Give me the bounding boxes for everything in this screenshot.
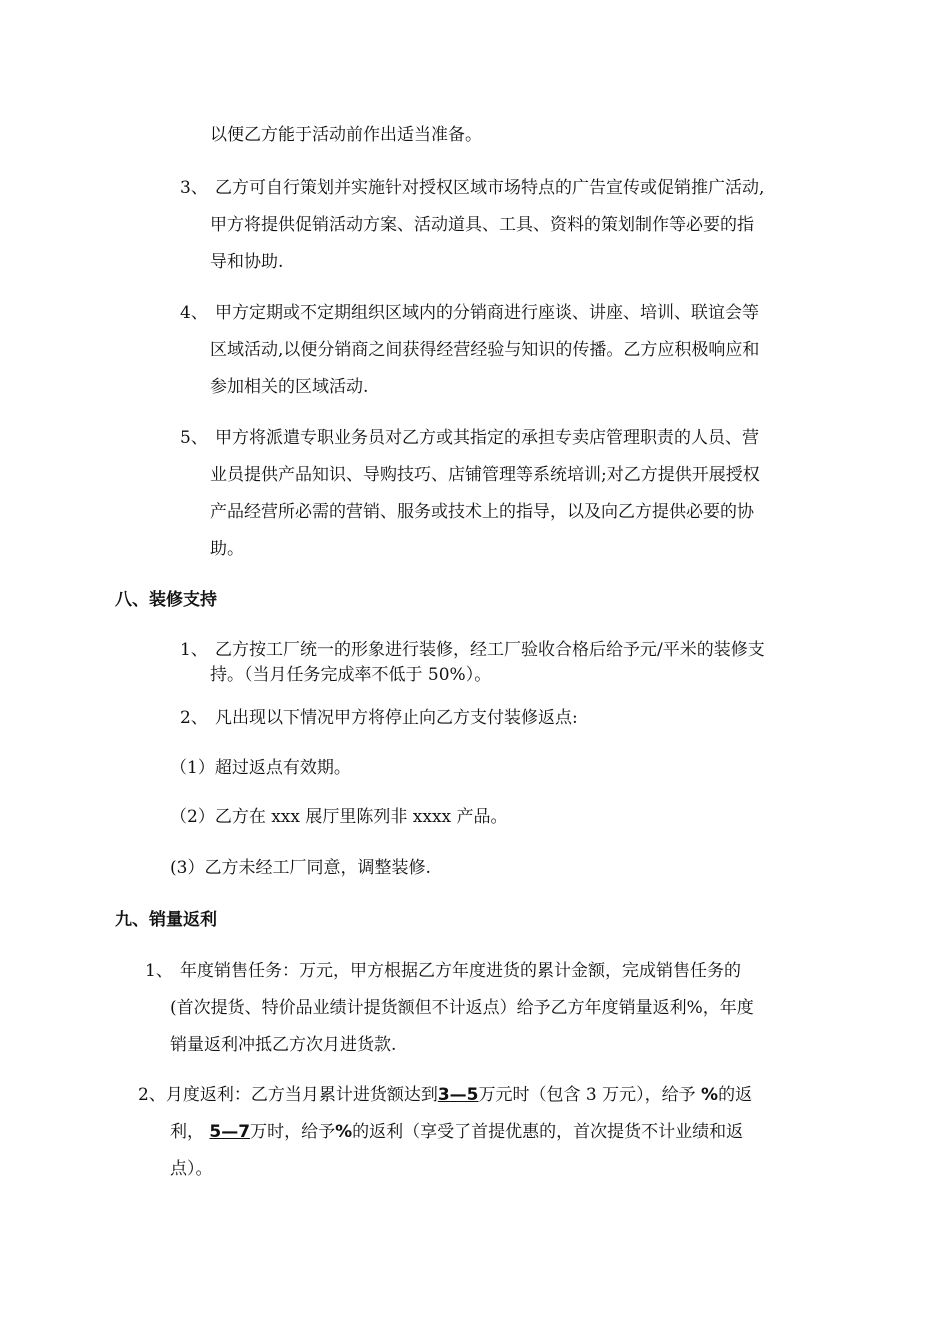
- s9-item2-range1: 3—5: [437, 1085, 479, 1105]
- s8-item1-line2: 持。（当月任务完成率不低于 50%）。: [210, 665, 492, 685]
- s9-item2-line3: 点）。: [170, 1159, 213, 1179]
- s9-item2-line2-b: 万时，给予: [250, 1122, 336, 1142]
- s9-item2-line1-a: 2、月度返利：乙方当月累计进货额达到: [138, 1085, 438, 1105]
- s8-item2-number: 2、: [180, 708, 208, 728]
- s8-item2-line: 凡出现以下情况甲方将停止向乙方支付装修返点:: [215, 708, 578, 728]
- s9-item2-line2-c: 的返利（享受了首提优惠的，首次提货不计业绩和返: [352, 1122, 744, 1142]
- s9-item2-range2: 5—7: [209, 1122, 251, 1142]
- item4-line1: 甲方定期或不定期组织区域内的分销商进行座谈、讲座、培训、联谊会等: [215, 303, 759, 323]
- item4-line3: 参加相关的区域活动.: [210, 377, 369, 397]
- item4-number: 4、: [180, 303, 208, 323]
- item2-continuation: 以便乙方能于活动前作出适当准备。: [210, 125, 482, 145]
- s8-sub1: （1）超过返点有效期。: [170, 758, 351, 778]
- s8-sub2: （2）乙方在 xxx 展厅里陈列非 xxxx 产品。: [170, 807, 508, 827]
- item3-line2: 甲方将提供促销活动方案、活动道具、工具、资料的策划制作等必要的指: [210, 215, 754, 235]
- item5-line1: 甲方将派遣专职业务员对乙方或其指定的承担专卖店管理职责的人员、营: [215, 428, 759, 448]
- item3-line1: 乙方可自行策划并实施针对授权区域市场特点的广告宣传或促销推广活动,: [215, 178, 765, 198]
- s9-item1-number: 1、: [145, 961, 173, 981]
- s8-item1-line1: 乙方按工厂统一的形象进行装修，经工厂验收合格后给予元/平米的装修支: [215, 640, 765, 660]
- section9-heading: 九、销量返利: [115, 910, 217, 930]
- section8-heading: 八、装修支持: [115, 590, 217, 610]
- s9-item2-line2: [170, 1121, 743, 1143]
- s8-item1-number: 1、: [180, 640, 208, 660]
- s9-item2-pct2: %: [335, 1122, 353, 1142]
- s8-sub3: (3）乙方未经工厂同意，调整装修.: [170, 858, 431, 878]
- s9-item2-line1-b: 万元时（包含 3 万元），给予: [478, 1085, 696, 1105]
- item5-line4: 助。: [210, 539, 244, 559]
- item5-line3: 产品经营所必需的营销、服务或技术上的指导，以及向乙方提供必要的协: [210, 502, 754, 522]
- item4-line2: 区域活动,以便分销商之间获得经营经验与知识的传播。乙方应积极响应和: [210, 340, 760, 360]
- s9-item1-line1: 年度销售任务：万元，甲方根据乙方年度进货的累计金额，完成销售任务的: [180, 961, 741, 981]
- item3-number: 3、: [180, 178, 208, 198]
- s9-item2-pct1: %: [701, 1085, 719, 1105]
- s9-item1-line2: (首次提货、特价品业绩计提货额但不计返点）给予乙方年度销量返利%，年度: [170, 998, 754, 1018]
- s9-item2-line2-a: 利，: [170, 1122, 204, 1142]
- s9-item1-line3: 销量返利冲抵乙方次月进货款.: [170, 1035, 397, 1055]
- item5-line2: 业员提供产品知识、导购技巧、店铺管理等系统培训;对乙方提供开展授权: [210, 465, 760, 485]
- item5-number: 5、: [180, 428, 208, 448]
- s9-item2-line1: [138, 1084, 752, 1106]
- item3-line3: 导和协助.: [210, 252, 284, 272]
- s9-item2-line1-c: 的返: [718, 1085, 753, 1105]
